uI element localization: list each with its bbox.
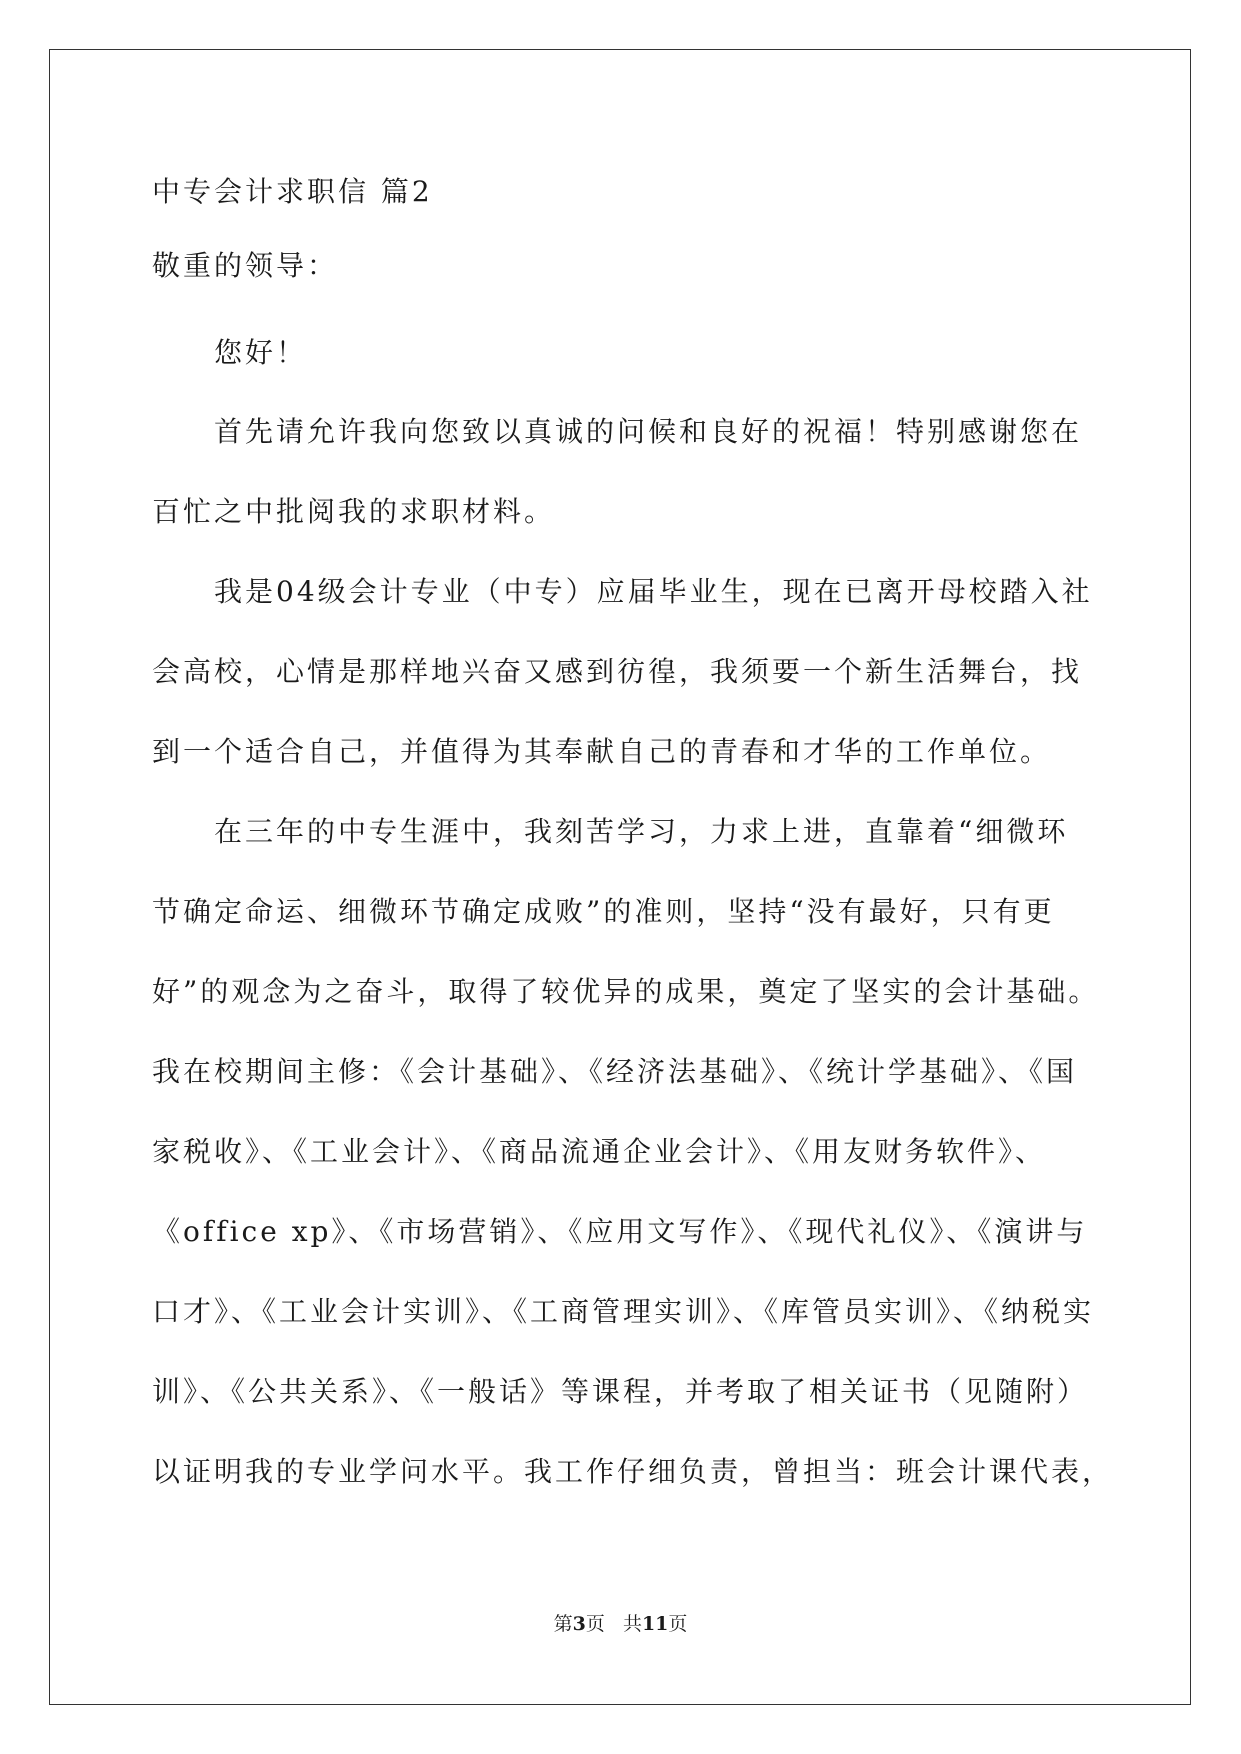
body-line: 口才》、《工业会计实训》、《工商管理实训》、《库管员实训》、《纳税实: [152, 1295, 1095, 1328]
footer-suffix: 页: [668, 1613, 688, 1635]
body-line: 首先请允许我向您致以真诚的问候和良好的祝福！特别感谢您在: [214, 415, 1083, 448]
footer-page-number: 3: [572, 1613, 586, 1635]
footer-prefix: 第: [553, 1613, 573, 1635]
body-line: 我在校期间主修：《会计基础》、《经济法基础》、《统计学基础》、《国: [152, 1055, 1078, 1088]
footer-total-pages: 11: [641, 1613, 669, 1635]
body-line: 到一个适合自己，并值得为其奉献自己的青春和才华的工作单位。: [152, 735, 1052, 768]
body-line: 以证明我的专业学问水平。我工作仔细负责，曾担当：班会计课代表，: [152, 1455, 1114, 1488]
salutation: 敬重的领导：: [152, 249, 339, 282]
body-line: 百忙之中批阅我的求职材料。: [152, 495, 556, 528]
greeting: 您好！: [214, 336, 308, 369]
body-line: 家税收》、《工业会计》、《商品流通企业会计》、《用友财务软件》、: [152, 1135, 1047, 1168]
body-line: 《office xp》、《市场营销》、《应用文写作》、《现代礼仪》、《演讲与: [152, 1215, 1088, 1248]
body-line: 节确定命运、细微环节确定成败”的准则，坚持“没有最好，只有更: [152, 895, 1055, 928]
body-line: 在三年的中专生涯中，我刻苦学习，力求上进，直靠着“细微环: [214, 815, 1069, 848]
body-line: 好”的观念为之奋斗，取得了较优异的成果，奠定了坚实的会计基础。: [152, 975, 1100, 1008]
page-footer: [0, 1612, 1241, 1636]
body-line: 训》、《公共关系》、《一般话》等课程，并考取了相关证书（见随附）: [152, 1375, 1089, 1408]
footer-middle: 页 共: [585, 1613, 642, 1635]
body-line: 会高校，心情是那样地兴奋又感到彷徨，我须要一个新生活舞台，找: [152, 655, 1083, 688]
body-line: 我是04级会计专业（中专）应届毕业生，现在已离开母校踏入社: [214, 575, 1093, 608]
document-title: 中专会计求职信 篇2: [152, 175, 433, 208]
